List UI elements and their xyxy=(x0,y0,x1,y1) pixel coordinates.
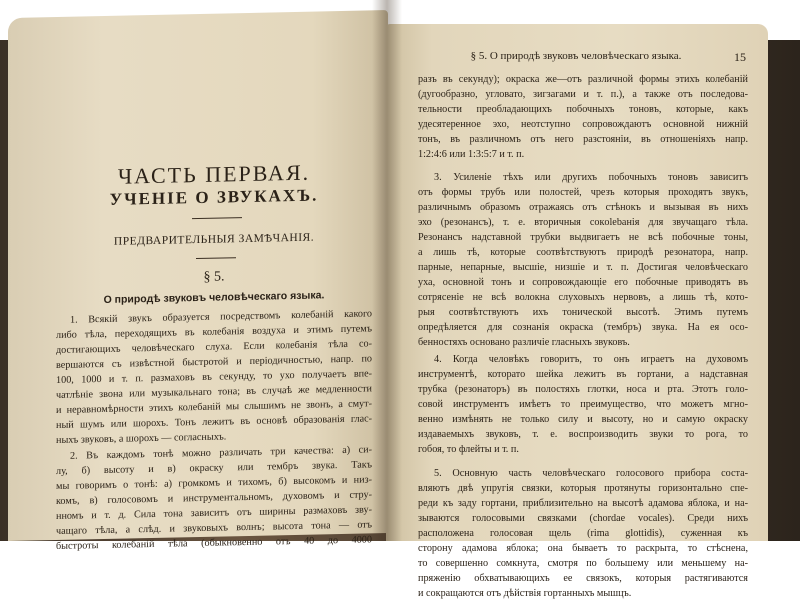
text-line: удесятеренное эхо, неотступно сопровождаютъ основной нижній xyxy=(418,119,748,130)
preliminary-remarks-heading: ПРЕДВАРИТЕЛЬНЫЯ ЗАМѢЧАНІЯ. xyxy=(113,231,315,248)
right-page xyxy=(386,24,768,599)
paragraph-continued xyxy=(418,72,748,162)
text-line: пряженію обхватывающихъ ее связокъ, которыя растягиваются xyxy=(418,573,748,584)
text-line: вляютъ двѣ упругія связки, которыя протянуты горизонтально спе- xyxy=(418,483,748,494)
text-line: 2. Въ каждомъ тонѣ можно различать три качества: а) си- xyxy=(70,444,372,462)
text-line: различнымъ образомъ отражаясь отъ стѣнокъ и вызывая въ нихъ xyxy=(418,202,748,213)
text-line: 100, 1000 и т. п. размаховъ въ секунду, то ухо получаетъ впе- xyxy=(56,368,372,386)
text-line: уха, основной тонъ и сопровождающіе его побочные приводятъ въ xyxy=(418,277,748,288)
text-line: бенностяхъ основано различіе гласныхъ звуковъ. xyxy=(418,337,630,348)
text-line: комъ, в) голосовомъ и инструментальномъ, духовомъ и стру- xyxy=(56,489,372,507)
text-line: тонъ, въ различномъ отъ него разстояніи, въ отношеніяхъ напр. xyxy=(418,134,748,145)
text-line: чатлѣніе звона или музыкальнаго тона; въ случаѣ же медленности xyxy=(56,383,372,401)
text-line: разъ въ секунду); окраска же—отъ различной формы этихъ колебаній xyxy=(418,74,748,85)
text-line: опредѣляется для сознанія окраска (тембръ) звука. На ея осо- xyxy=(418,322,748,333)
text-line: трубка (резонаторъ) въ полостяхъ глотки, носа и рта. Этотъ голо- xyxy=(418,384,748,395)
text-line: 4. Когда человѣкъ говоритъ, то онъ играетъ на духовомъ xyxy=(434,354,748,365)
text-line: чащаго тѣла, а слѣд. и звуковыхъ волнъ; высота тона — отъ xyxy=(56,519,372,537)
text-line: зываются голосовыми связками (chordae vocales). Среди нихъ xyxy=(418,513,748,524)
text-line: Резонансъ надставной трубки выдвигаетъ не всѣ побочные тоны, xyxy=(418,232,748,243)
text-line: совой инструментъ имѣетъ то преимущество, что можетъ мгно- xyxy=(418,399,748,410)
text-line: отъ формы трубъ или полостей, чрезъ которыя проходятъ звукъ, xyxy=(418,187,748,198)
text-line: венно измѣнять не только силу и высоту, но и самую окраску xyxy=(418,414,748,425)
text-line: расположена голосовая щель (rima glottidis), суженная къ xyxy=(418,528,748,539)
divider-rule xyxy=(192,217,242,219)
text-line: то совершенно сомкнута, смотря по большему или меньшему на- xyxy=(418,558,748,569)
text-line: сотрясеніе не всѣ волокна слуховыхъ нервовъ, а лишь тѣ, кото- xyxy=(418,292,748,303)
text-line: 5. Основную часть человѣческаго голосового прибора соста- xyxy=(434,468,748,479)
text-line: рыя соотвѣтствуютъ ихъ тонической высотѣ. Этимъ путемъ xyxy=(418,307,748,318)
paragraph-2 xyxy=(56,442,372,554)
text-line: издаваемыхъ звуковъ, т. е. воспроизводить звуки то рога, то xyxy=(418,429,748,440)
text-line: и неравномѣрности этихъ колебаній мы слышимъ не звонъ, а смут- xyxy=(56,398,372,416)
text-line: 1. Всякій звукъ образуется посредствомъ колебаній какого xyxy=(70,308,372,326)
paragraph-sign: § 5. xyxy=(203,269,225,285)
text-line: тельности преобладающихъ побочныхъ тоновъ, которые, какъ xyxy=(418,104,748,115)
text-line: гобоя, то флейты и т. п. xyxy=(418,444,519,455)
text-line: и сокращаются отъ дѣйствія гортанныхъ мышцъ. xyxy=(418,588,632,599)
paragraph-1 xyxy=(56,306,372,448)
text-line: вершаются съ извѣстной быстротой и періодичностью, напр. по xyxy=(56,353,372,371)
section-title: УЧЕНІЕ О ЗВУКАХЪ. xyxy=(109,185,319,209)
text-line: сторону адамова яблока; она бываетъ то раскрыта, то стѣснена, xyxy=(418,543,748,554)
divider-rule xyxy=(196,257,236,259)
text-line: 1:2:4:6 или 1:3:5:7 и т. п. xyxy=(418,149,525,160)
text-line: эхо (резонансъ), т. е. вторичныя сокolebанія для звучащаго тѣла. xyxy=(418,217,748,228)
text-line: 3. Усиленіе тѣхъ или другихъ побочныхъ тоновъ зависитъ xyxy=(434,172,748,183)
text-line: достигающихъ человѣческаго слуха. Если колебанія тѣла со- xyxy=(56,338,372,356)
text-line: нномъ и т. д. Сила тона зависитъ отъ ширины размаховъ зву- xyxy=(56,504,372,522)
running-header-title: § 5. О природѣ звуковъ человѣческаго языка. xyxy=(470,50,682,62)
chapter-heading: О природѣ звуковъ человѣческаго языка. xyxy=(103,289,325,306)
text-line: ный шумъ или шорохъ. Тонъ лежитъ въ основѣ образованія глас- xyxy=(56,413,372,431)
text-line: лу, б) высоту и в) окраску или тембръ звука. Такъ xyxy=(56,459,372,477)
page-number: 15 xyxy=(734,50,746,64)
paragraph-3 xyxy=(418,170,748,350)
text-line: реди къ заду гортани, приблизительно на высотѣ адамова яблока, и на- xyxy=(418,498,748,509)
paragraph-4 xyxy=(418,352,748,457)
left-page-content xyxy=(56,10,372,552)
text-line: а лишь тѣ, которые соотвѣтствуютъ природѣ резонатора, напр. xyxy=(418,247,748,258)
left-page xyxy=(8,10,388,552)
paragraph-5 xyxy=(418,466,748,601)
text-line: либо тѣла, переходящихъ въ колебанія воздуха и этимъ путемъ xyxy=(56,323,372,341)
text-line: парные, непарные, высшіе, низшіе и т. п. Достигая человѣческаго xyxy=(418,262,748,273)
text-line: быстроты колебаній тѣла (обыкновенно отъ 40 до 4000 xyxy=(56,534,372,552)
text-line: ныхъ звуковъ, а шорохъ — согласныхъ. xyxy=(56,431,227,446)
book-spine-gutter xyxy=(372,0,402,541)
text-line: инструментѣ, которато шейка лежитъ въ гортани, а надставная xyxy=(418,369,748,380)
part-title: ЧАСТЬ ПЕРВАЯ. xyxy=(117,159,311,189)
text-line: мы говоримъ о тонѣ: а) громкомъ и тихомъ, б) высокомъ и низ- xyxy=(56,474,372,492)
text-line: (дугообразно, угловато, зигзагами и т. п.), а также отъ последова- xyxy=(418,89,748,100)
